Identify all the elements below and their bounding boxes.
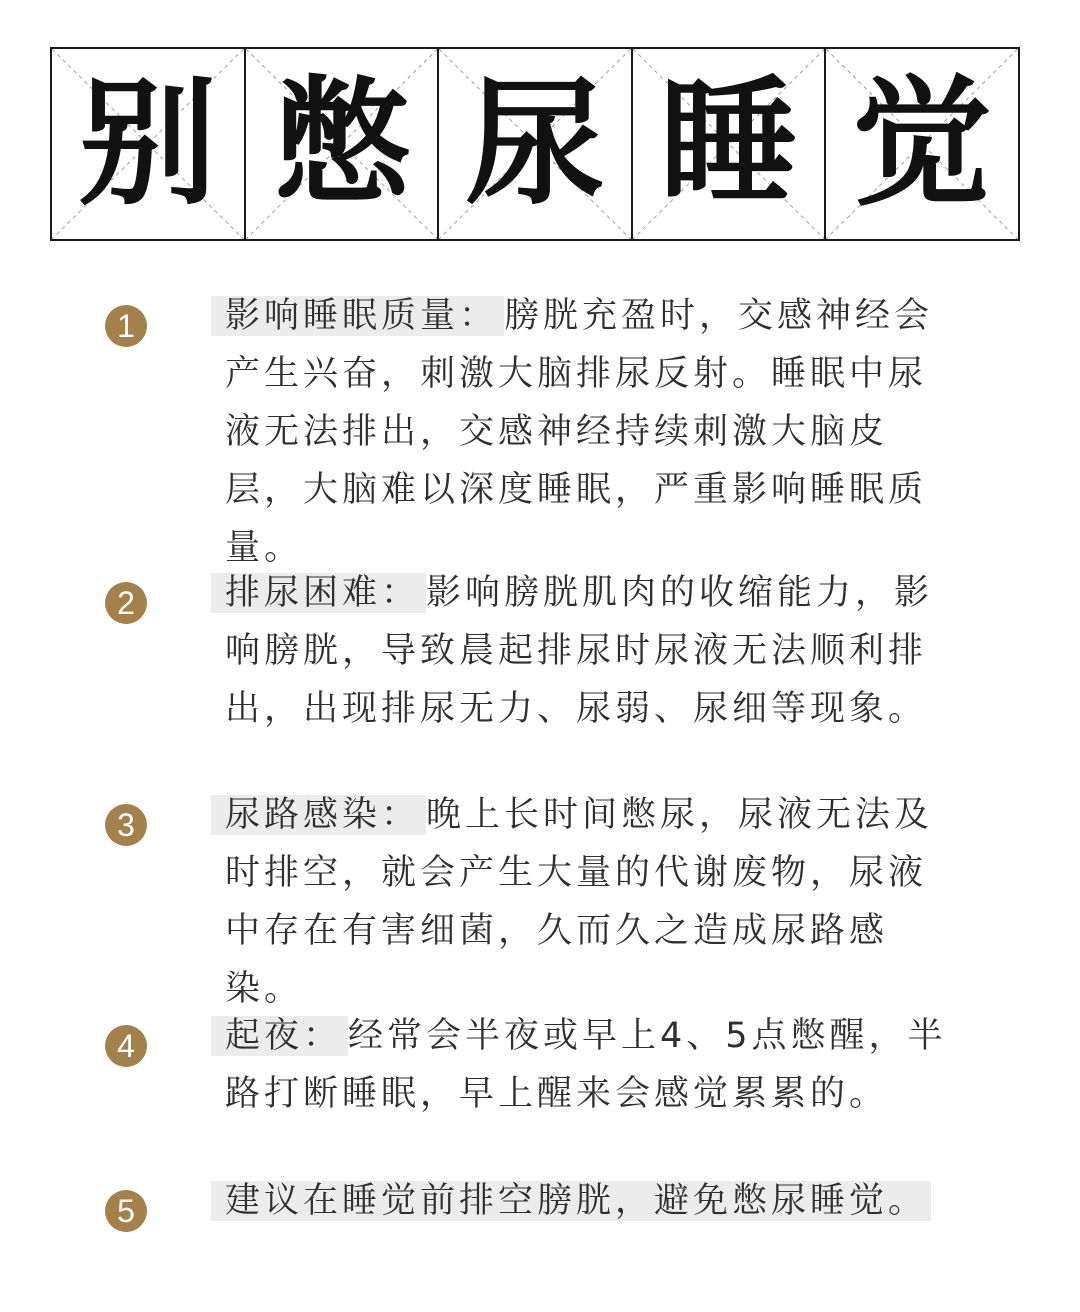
title-cell-1 — [52, 49, 246, 239]
title-char: 别 — [78, 63, 217, 224]
tip-body: 膀胱充盈时，交感神经会产生兴奋，刺激大脑排尿反射。睡眠中尿液无法排出，交感神经持续刺激大脑皮层，大脑难以深度睡眠，严重影响睡眠质量。 — [225, 296, 934, 568]
tip-text — [225, 1172, 965, 1230]
tip-heading: 排尿困难： — [211, 573, 426, 613]
number-badge: 5 — [105, 1190, 147, 1232]
tip-text — [225, 564, 965, 738]
title-char: 尿 — [465, 63, 604, 224]
title-char: 憋 — [272, 63, 411, 224]
title-grid — [50, 47, 1020, 241]
tip-body: 影响膀胱肌肉的收缩能力，影响膀胱，导致晨起排尿时尿液无法顺利排出，出现排尿无力、尿弱、尿细等现象。 — [225, 573, 934, 729]
title-cell-3 — [439, 49, 633, 239]
title-char: 觉 — [853, 63, 992, 224]
number-badge: 4 — [105, 1025, 147, 1067]
tip-body: 经常会半夜或早上4、5点憋醒，半路打断睡眠，早上醒来会感觉累累的。 — [225, 1016, 947, 1114]
number-badge: 1 — [105, 305, 147, 347]
title-cell-2 — [246, 49, 440, 239]
tip-heading: 尿路感染： — [211, 795, 426, 835]
title-char: 睡 — [659, 63, 798, 224]
title-cell-4 — [633, 49, 827, 239]
number-badge: 3 — [105, 804, 147, 846]
tip-heading: 影响睡眠质量： — [211, 296, 504, 336]
number-badge: 2 — [105, 582, 147, 624]
tip-text — [225, 1007, 965, 1123]
tip-text — [225, 786, 965, 1018]
tip-text — [225, 287, 965, 577]
tip-body: 晚上长时间憋尿，尿液无法及时排空，就会产生大量的代谢废物，尿液中存在有害细菌，久而久之造成尿路感染。 — [225, 795, 934, 1009]
title-cell-5 — [826, 49, 1018, 239]
tip-heading: 建议在睡觉前排空膀胱，避免憋尿睡觉。 — [211, 1181, 931, 1221]
tip-heading: 起夜： — [211, 1016, 348, 1056]
